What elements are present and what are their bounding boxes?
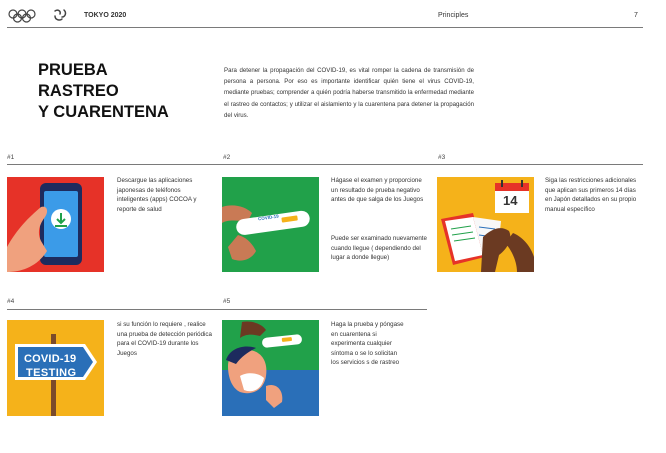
page-title (38, 60, 169, 123)
step-5-text: Haga la prueba y póngase en cuarentena si experimenta cualquier síntoma o se lo solicitan los servicios s de rastreo (331, 321, 404, 367)
section-name: Principles (438, 12, 469, 19)
test-kit-illustration (222, 177, 319, 272)
calendar-book-illustration (437, 177, 534, 272)
title-line-2: RASTREO (38, 82, 119, 100)
header-rule (7, 27, 643, 28)
calendar-icon (437, 177, 534, 272)
step-3-text: Siga las restricciones adicionales que aplican sus primeros 14 días en Japón detallados en su propio manual específico (545, 177, 637, 213)
smartphone-icon (7, 177, 104, 272)
step-2-number: #2 (223, 154, 231, 161)
page-number: 7 (634, 12, 638, 19)
olympic-rings-icon (7, 9, 37, 23)
test-kit-icon (222, 177, 319, 272)
step-2-text: Hágase el examen y proporcione un resultado de prueba negativo antes de que salga de los Juegos (331, 177, 424, 204)
sign-text-line-1: COVID-19 (24, 353, 77, 365)
phone-download-illustration (7, 177, 104, 272)
paralympic-agitos-icon (52, 8, 68, 22)
title-line-3: Y CUARENTENA (38, 103, 169, 121)
step-4-number: #4 (7, 298, 15, 305)
masked-person-icon (222, 320, 319, 416)
step-5-number: #5 (223, 298, 231, 305)
step-2-extra-text: Puede ser examinado nuevamente cuando llegue ( dependiendo del lugar a donde llegue) (331, 235, 427, 262)
quarantine-person-illustration (222, 320, 319, 416)
calendar-day: 14 (503, 193, 518, 208)
title-line-1: PRUEBA (38, 61, 108, 79)
row2-rule (7, 309, 427, 310)
testing-sign-illustration (7, 320, 104, 416)
step-1-text: Descargue las aplicaciones japonesas de teléfonos inteligentes (apps) COCOA y reporte de salud (117, 177, 197, 213)
sign-text-line-2: TESTING (26, 367, 77, 379)
step-1-number: #1 (7, 154, 15, 161)
step-4-text: si su función lo requiere , realice una prueba de detección periódica para el COVID-19 durante los Juegos (117, 321, 212, 357)
kit-label: COVID-19 (257, 213, 280, 222)
intro-paragraph: Para detener la propagación del COVID-19, es vital romper la cadena de transmisión de persona a persona. Por eso es importante identificar quién tiene el virus COVID-19, mediante pruebas; comprender a quién podría haberse transmitido la enfermedad mediante el rastreo de contactos; y utilizar el aislamiento y la cuarentena para detener la propagación del virus. (224, 67, 474, 119)
event-name: TOKYO 2020 (84, 12, 127, 19)
step-3-number: #3 (438, 154, 446, 161)
row1-rule (7, 164, 643, 165)
